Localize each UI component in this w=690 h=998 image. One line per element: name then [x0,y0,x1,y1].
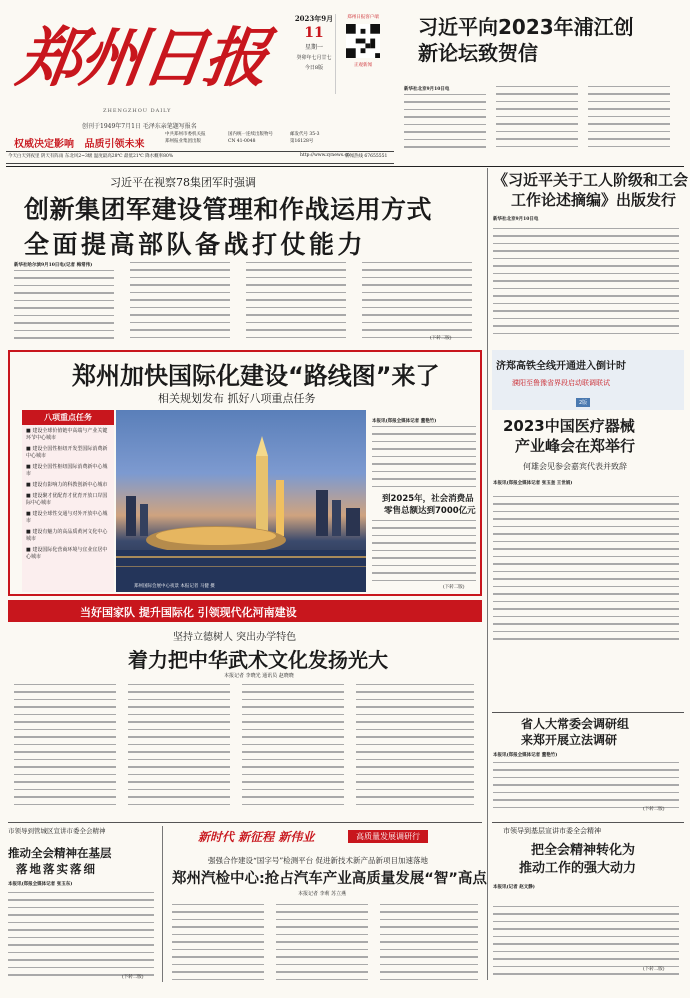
npc-story [493,716,683,816]
countdown-story [492,350,684,410]
task-item: ■ 建设聚才优配育才优育开放口岸国际中心城市 [26,493,108,506]
top-story-headline[interactable]: 习近平向2023年浦江创新论坛致贺信 [418,15,634,65]
task-item: ■ 建设全国性枢纽国际消费新中心城市 [26,464,108,477]
qr-block [337,14,389,94]
banner-text[interactable]: 当好国家队 提升国际化 引领现代化河南建设 [80,606,297,619]
union-kicker: 市领导到基层宣讲市委全会精神 [503,827,601,835]
lunar-date: 癸卯年七月廿七 [296,55,332,61]
union-headline-1[interactable]: 把全会精神转化为 [531,843,636,858]
military-headline-2[interactable]: 全面提高部队备战打仗能力 [24,230,367,259]
guancheng-headline-2[interactable]: 落地落实落细 [16,862,97,876]
series-logo-tag: 高质量发展调研行 [348,830,428,843]
roadmap-box [8,350,482,596]
task-item: ■ 建设全球性交通与对外开放中心城市 [26,511,108,524]
union-continued: (下转二版) [643,967,665,972]
task-item: ■ 建设国际化营商环境与宜业宜居中心城市 [26,547,108,560]
target-line-1: 到2025年，社会消费品 [382,494,474,504]
weekday: 星期一 [304,44,323,51]
cn-label: 国内统一连续出版物号 [228,132,273,137]
medical-subhead: 何雄会见参会嘉宾代表并致辞 [523,462,627,471]
weather-text: 今天白天到夜里 阴天有阵雨 东北风2~3级 温度最高28℃ 最低21℃ 降水概率80% [8,154,174,159]
top-story [400,14,680,164]
auto-headline[interactable]: 郑州汽检中心:抢占汽车产业高质量发展“智”高点 [172,871,487,887]
roadmap-byline: 本报讯(郑报全媒体记者 董艳竹) [372,419,437,424]
npc-byline: 本报讯(郑报全媒体记者 董艳竹) [493,753,558,758]
task-list [22,425,114,564]
issue-number: 第16128号 [290,139,314,144]
guancheng-story [8,826,158,986]
post-info [290,131,320,145]
military-continued: (下转二版) [430,336,452,341]
union-byline: 本报讯(记者 赵文静) [493,885,535,890]
book-headline-1[interactable]: 《习近平关于工人阶级和工会 [493,171,689,189]
medical-headline-2[interactable]: 产业峰会在郑举行 [515,437,636,455]
red-banner [8,600,482,622]
task-item: ■ 建设全球价值链中高端与产业关键环节中心城市 [26,428,108,441]
guancheng-continued: (下转二版) [122,975,144,980]
qr-caption-bottom: 正观新闻 [354,63,372,68]
photo-caption: 郑州国际会展中心夜景 本报记者 马健 摄 [134,584,215,589]
roadmap-headline[interactable]: 郑州加快国际化建设“路线图”来了 [72,362,440,390]
date-block [293,14,336,94]
guancheng-byline: 本报讯(郑报全媒体记者 张玉东) [8,882,73,887]
countdown-line-2: 濮阳至鲁豫省界段启动联调联试 [512,379,610,387]
date-day: 11 [304,25,324,41]
wushu-story [8,626,482,818]
npc-continued: (下转二版) [643,807,665,812]
countdown-page[interactable]: 2版 [576,398,590,407]
book-dateline: 新华社北京9月10日电 [493,217,539,222]
website[interactable]: http://www.zynews.cn [300,153,350,158]
wushu-kicker: 坚持立德树人 突出办学特色 [173,632,297,643]
military-story [10,170,483,345]
masthead-motto [14,135,144,150]
date-year-month: 2023年9月 [294,14,334,23]
auto-story [168,826,487,986]
masthead-title: 郑州日报 [12,21,272,96]
book-headline-2[interactable]: 工作论述摘编》出版发行 [511,191,677,209]
book-story [493,170,689,345]
guancheng-kicker: 市领导到管城区宣讲市委全会精神 [8,827,106,835]
roadmap-continued: (下转二版) [443,585,465,590]
guancheng-headline-1[interactable]: 推动全会精神在基层 [8,846,112,860]
motto-2: 品质引领未来 [84,139,145,150]
series-logo [188,828,464,846]
post-code: 邮发代号 35-3 [290,132,320,137]
hotline: 新闻热线 67655551 [345,154,388,159]
task-sidebar-title: 八项重点任务 [22,410,114,425]
union-headline-2[interactable]: 推动工作的强大动力 [519,861,637,876]
task-sidebar [22,410,114,592]
medical-byline: 本报讯(郑报全媒体记者 张玉奎 王世娟) [493,481,573,486]
qr-caption-top: 郑州日报客户端 [347,15,379,20]
auto-kicker: 强强合作建设“国字号”检测平台 促进新技术新产品新项目加速落地 [208,856,429,865]
task-item: ■ 建设全国性枢纽开发型国际消费新中心城市 [26,446,108,459]
countdown-line-1[interactable]: 济郑高铁全线开通进入倒计时 [496,361,626,372]
city-night-photo[interactable] [116,410,366,592]
publisher-line1: 中共郑州市委机关报 [165,132,206,137]
military-headline-1[interactable]: 创新集团军建设管理和作战运用方式 [24,195,433,224]
military-kicker: 习近平在视察78集团军时强调 [110,176,256,189]
top-story-dateline: 新华社北京9月10日电 [404,87,450,92]
medical-headline-1[interactable]: 2023中国医疗器械 [503,417,635,435]
auto-byline: 本报记者 李莉 苏立燕 [298,891,347,897]
masthead [0,0,690,165]
masthead-english: ZHENGZHOU DAILY [103,108,172,114]
npc-headline-2[interactable]: 来郑开展立法调研 [521,733,618,747]
cn-info [228,131,273,145]
series-logo-text: 新时代 新征程 新伟业 [198,830,315,844]
publisher-info [165,131,206,145]
page-count: 今日8版 [304,65,324,71]
task-item: ■ 建设有魅力的高品质黄河文化中心城市 [26,529,108,542]
qr-code-icon[interactable] [346,24,380,58]
military-dateline: 新华社哈尔滨9月10日电(记者 梅常伟) [14,263,93,268]
npc-headline-1[interactable]: 省人大常委会调研组 [521,717,630,731]
union-story [493,826,683,980]
wushu-headline[interactable]: 着力把中华武术文化发扬光大 [128,648,388,672]
founding-line: 创刊于1949年7月1日 毛泽东亲笔题写报名 [82,123,197,130]
task-item: ■ 建设有影响力的科教创新中心城市 [26,482,108,488]
medical-story [493,416,683,648]
motto-1: 权威决定影响 [14,139,74,150]
wushu-byline: 本报记者 李晓光 通讯员 赵晓晓 [224,673,294,679]
publisher-line2: 郑州报业集团出版 [165,139,201,144]
cn-number: CN 41-0048 [228,139,256,144]
roadmap-subhead: 相关规划发布 抓好八项重点任务 [158,392,316,405]
target-line-2: 零售总额达到7000亿元 [384,506,476,516]
